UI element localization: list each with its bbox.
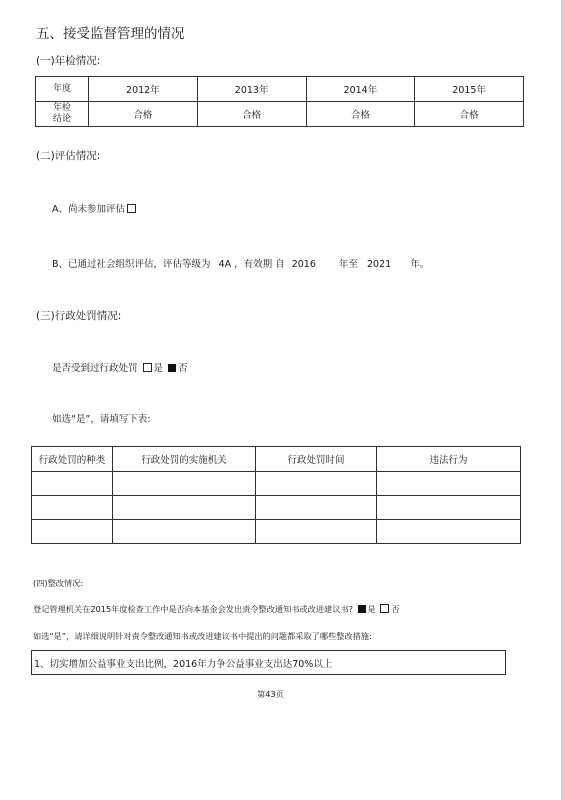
header-cell: 违法行为	[377, 447, 521, 472]
header-cell: 2013年	[197, 77, 306, 102]
year-suffix: 年。	[410, 259, 430, 270]
rectification-heading: (四)整改情况:	[33, 578, 84, 588]
evaluation-heading: (二)评估情况:	[36, 150, 101, 162]
option-a-label: A、尚未参加评估	[52, 204, 125, 215]
no-label: 否	[178, 363, 188, 374]
checkbox-filled-icon[interactable]	[358, 605, 366, 613]
result-cell: 合格	[306, 102, 415, 127]
checkbox-empty-icon[interactable]	[127, 204, 136, 213]
table-row	[32, 447, 521, 472]
table-cell[interactable]	[377, 520, 521, 544]
table-row	[32, 520, 521, 544]
evaluation-grade: 4A	[218, 259, 232, 270]
table-row	[32, 472, 521, 496]
annual-inspection-table	[35, 76, 524, 127]
section-title: 五、接受监督管理的情况	[36, 26, 185, 42]
no-label: 否	[391, 604, 400, 614]
annual-inspection-heading: (一)年检情况:	[36, 55, 101, 67]
checkbox-empty-icon[interactable]	[143, 363, 152, 372]
option-b-label: B、已通过社会组织评估，评估等级为	[52, 259, 211, 270]
checkbox-filled-icon[interactable]	[168, 364, 176, 372]
valid-year-from: 2016	[291, 259, 316, 270]
penalty-question	[52, 360, 188, 374]
table-cell[interactable]	[32, 520, 113, 544]
table-cell[interactable]	[256, 520, 377, 544]
header-cell: 2012年	[89, 77, 198, 102]
table-row	[36, 102, 524, 127]
row-label-cell	[36, 102, 89, 127]
table-cell[interactable]	[113, 472, 256, 496]
table-cell[interactable]	[377, 496, 521, 520]
table-cell[interactable]	[377, 472, 521, 496]
page-number: 第43页	[257, 689, 284, 699]
penalty-table	[31, 446, 521, 544]
table-row	[36, 77, 524, 102]
table-row	[32, 496, 521, 520]
header-cell: 行政处罚的实施机关	[113, 447, 256, 472]
header-cell: 年度	[36, 77, 89, 102]
checkbox-empty-icon[interactable]	[380, 604, 389, 613]
row-label: 年检 结论	[52, 103, 71, 124]
header-cell: 2015年	[415, 77, 524, 102]
table-cell[interactable]	[113, 496, 256, 520]
to-label: 年至	[338, 259, 358, 270]
rectification-answer-box[interactable]	[31, 650, 506, 675]
penalty-heading: (三)行政处罚情况:	[36, 310, 122, 322]
result-cell: 合格	[197, 102, 306, 127]
header-cell: 行政处罚的种类	[32, 447, 113, 472]
yes-label: 是	[367, 604, 376, 614]
rectification-question	[33, 604, 400, 615]
table-cell[interactable]	[256, 496, 377, 520]
rectification-answer: 1、切实增加公益事业支出比例，2016年力争公益事业支出达70%以上	[34, 659, 333, 670]
evaluation-option-a	[52, 201, 138, 215]
rectification-prompt: 如选“是”，请详细说明针对责令整改通知书或改进建议书中提出的问题都采取了哪些整改措施:	[33, 631, 372, 641]
evaluation-option-b	[52, 256, 429, 270]
table-cell[interactable]	[32, 472, 113, 496]
penalty-fill-prompt: 如选“是”，请填写下表:	[52, 414, 151, 425]
table-cell[interactable]	[32, 496, 113, 520]
rectification-question-label: 登记管理机关在2015年度检查工作中是否向本基金会发出责令整改通知书或改进建议书?	[33, 604, 353, 614]
header-cell: 2014年	[306, 77, 415, 102]
result-cell: 合格	[415, 102, 524, 127]
valid-from-label: ，有效期 自	[234, 259, 285, 270]
penalty-question-label: 是否受到过行政处罚	[52, 363, 138, 374]
table-cell[interactable]	[113, 520, 256, 544]
header-cell: 行政处罚时间	[256, 447, 377, 472]
result-cell: 合格	[89, 102, 198, 127]
yes-label: 是	[153, 363, 164, 374]
table-cell[interactable]	[256, 472, 377, 496]
valid-year-to: 2021	[366, 259, 392, 270]
